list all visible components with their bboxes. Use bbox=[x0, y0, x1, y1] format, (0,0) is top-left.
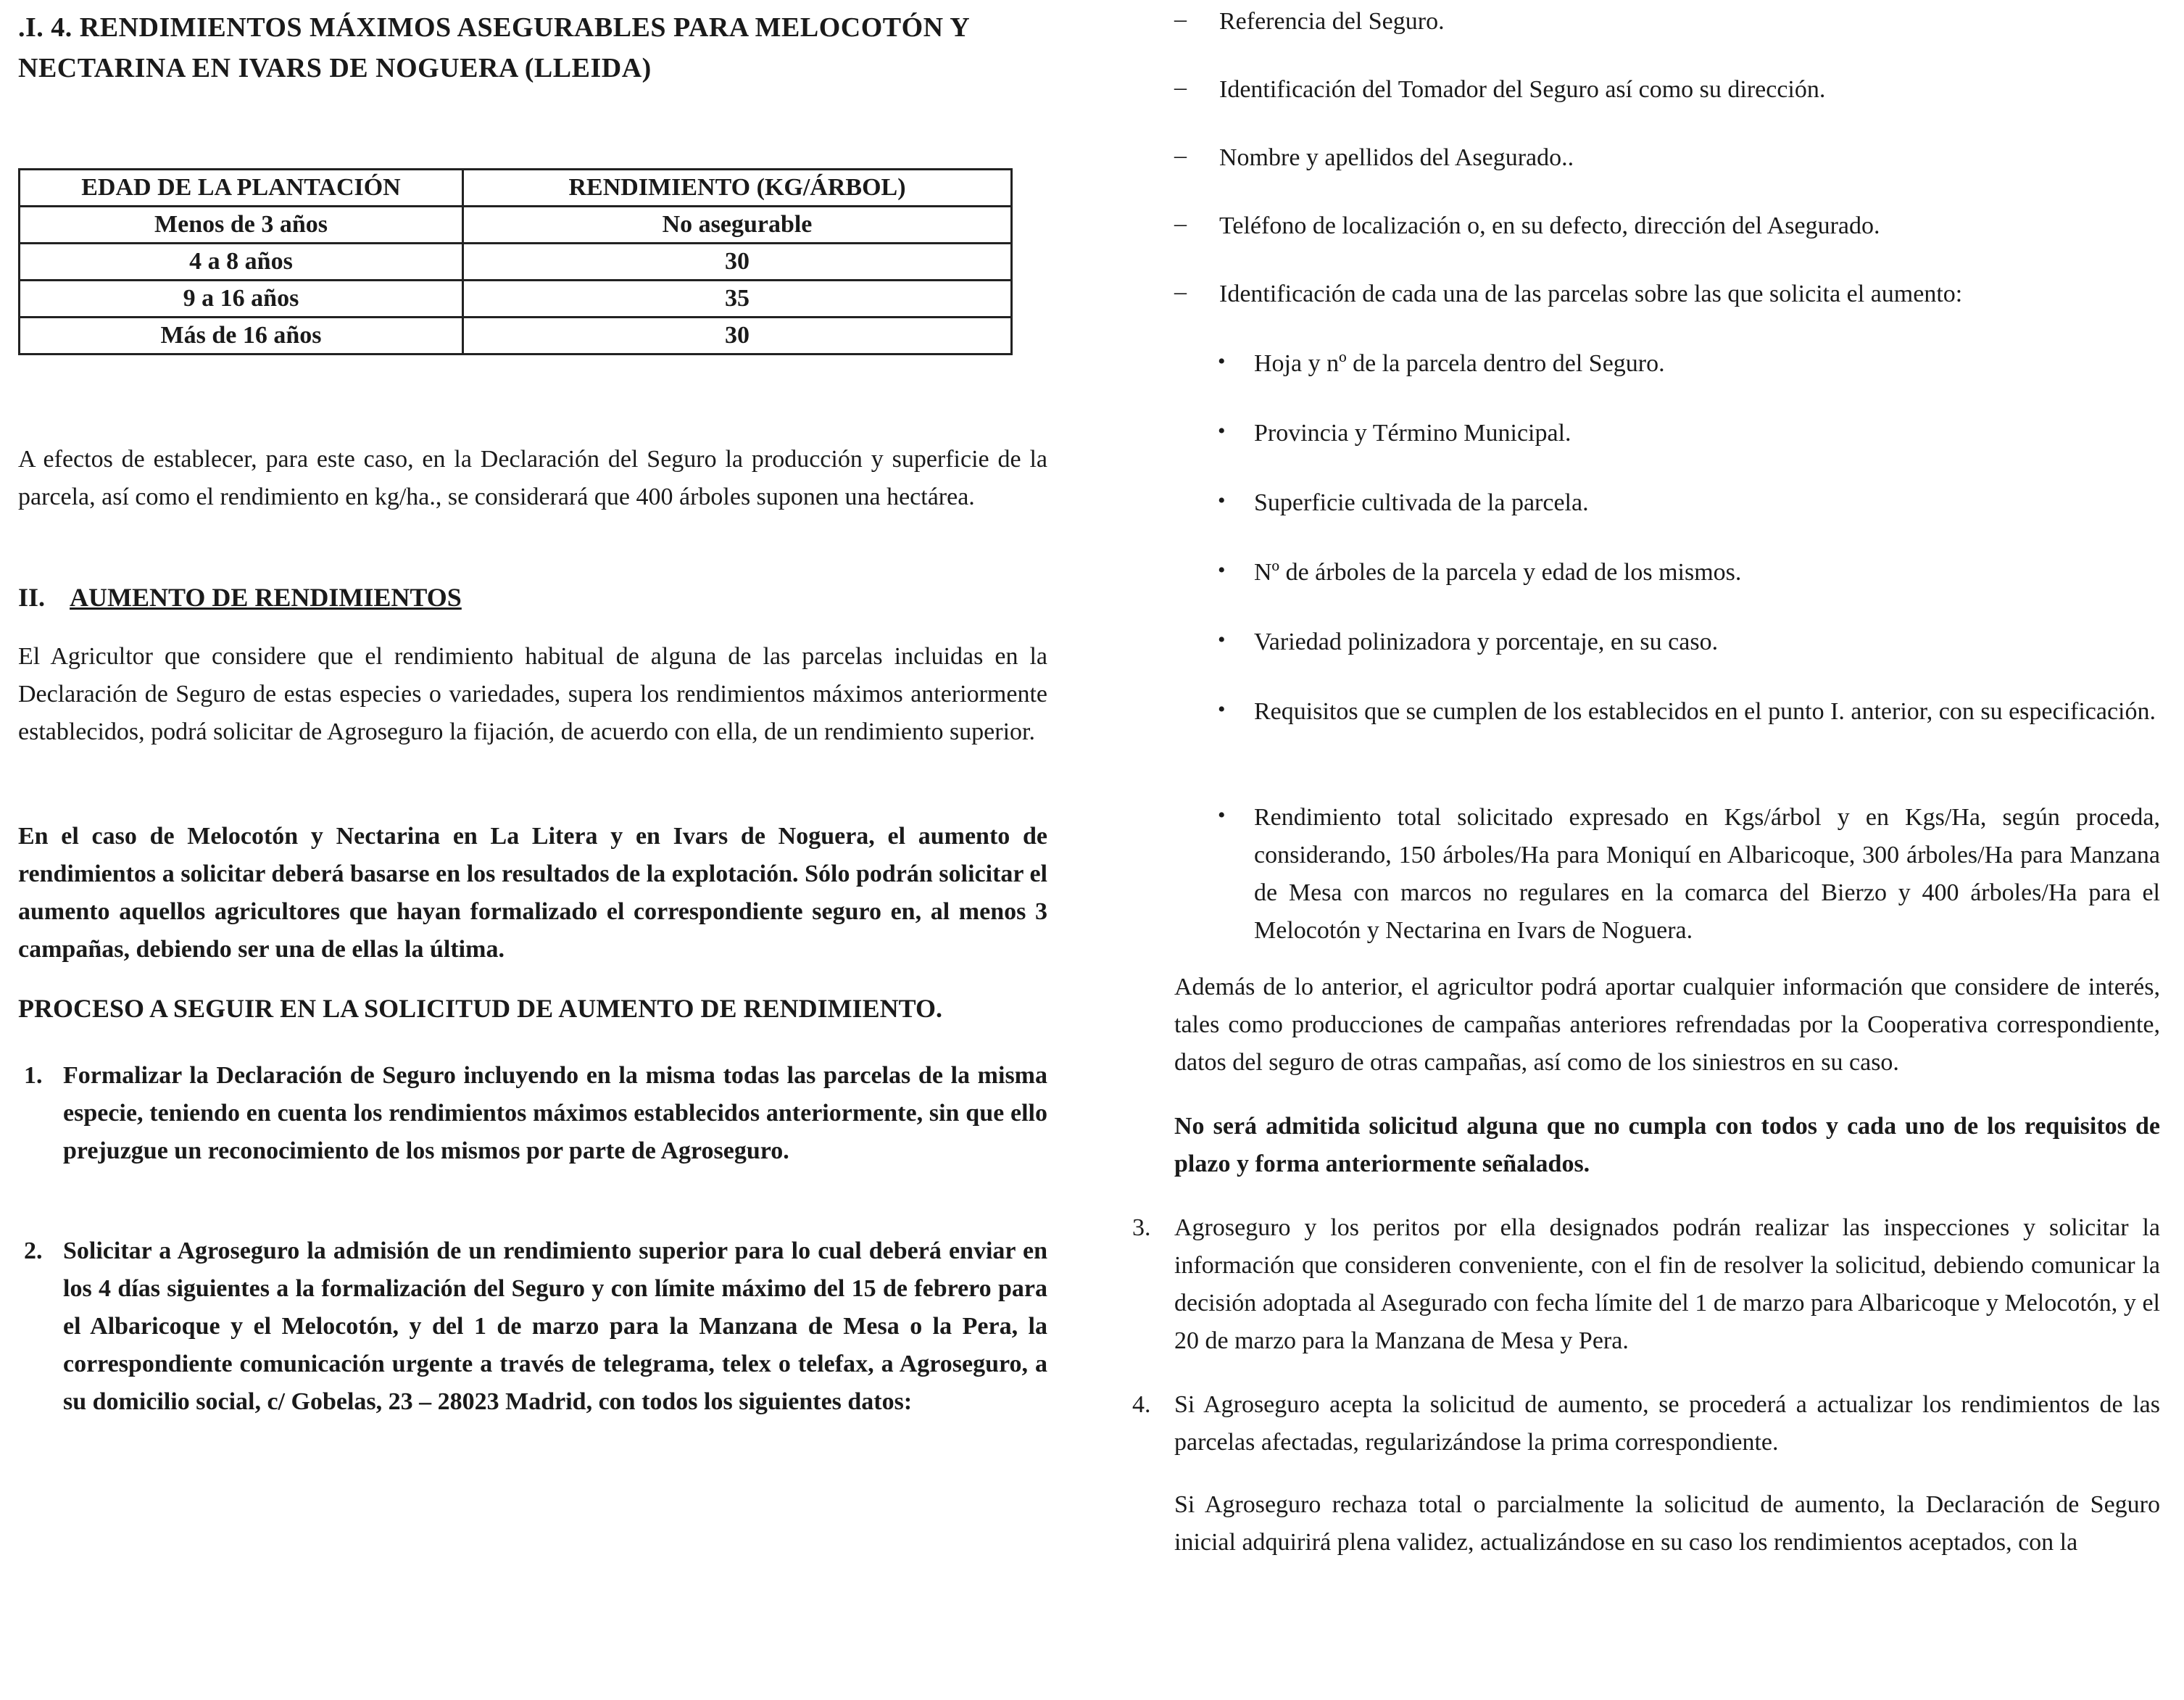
dash-marker: – bbox=[1174, 142, 1187, 169]
dash-item-text: Identificación de cada una de las parcelas sobre las que solicita el aumento: bbox=[1219, 281, 1963, 307]
bullet-marker: • bbox=[1218, 628, 1226, 652]
bullet-text: Superficie cultivada de la parcela. bbox=[1254, 489, 1589, 516]
section-title-line2: NECTARINA EN IVARS DE NOGUERA (LLEIDA) bbox=[18, 53, 652, 83]
dash-item-text: Referencia del Seguro. bbox=[1219, 8, 1445, 35]
list-number: 3. bbox=[1132, 1214, 1151, 1241]
bullet-text: Provincia y Término Municipal. bbox=[1254, 420, 1571, 447]
section-title-line1: .I. 4. RENDIMIENTOS MÁXIMOS ASEGURABLES PARA MELOCOTÓN Y bbox=[18, 12, 971, 43]
table-cell-yield: No asegurable bbox=[463, 207, 1012, 244]
bullet-marker: • bbox=[1218, 803, 1226, 827]
bullet-text: Nº de árboles de la parcela y edad de los mismos. bbox=[1254, 559, 1742, 586]
dash-item-text: Identificación del Tomador del Seguro así como su dirección. bbox=[1219, 76, 1826, 103]
bullet-marker: • bbox=[1218, 349, 1226, 373]
yield-table bbox=[18, 168, 1013, 355]
table-cell-age: Menos de 3 años bbox=[20, 207, 463, 244]
dash-item-text: Nombre y apellidos del Asegurado.. bbox=[1219, 144, 1574, 171]
list-item-1: Formalizar la Declaración de Seguro incluyendo en la misma todas las parcelas de la misma especie, teniendo en cuenta los rendimientos máximos establecidos anteriormente, sin que ello prejuzgue un reconocimiento de los mismos por parte de Agroseguro. bbox=[63, 1062, 1047, 1164]
table-header-age: EDAD DE LA PLANTACIÓN bbox=[20, 170, 463, 207]
list-number: 2. bbox=[24, 1237, 43, 1264]
list-item-4 bbox=[1132, 1386, 2160, 1461]
bullet-marker: • bbox=[1218, 489, 1226, 513]
list-number: 4. bbox=[1132, 1391, 1151, 1418]
bullet-marker: • bbox=[1218, 419, 1226, 443]
table-header-row bbox=[20, 170, 1012, 207]
list-item-4-text: Si Agroseguro acepta la solicitud de aumento, se procederá a actualizar los rendimientos de las parcelas afectadas, regularizándose la prima correspondiente. bbox=[1174, 1391, 2160, 1456]
paragraph-no-admitida: No será admitida solicitud alguna que no cumpla con todos y cada uno de los requisitos de plazo y forma anteriormente señalados. bbox=[1174, 1113, 2160, 1177]
table-row bbox=[20, 318, 1012, 354]
dash-marker: – bbox=[1174, 210, 1187, 237]
bullet-marker: • bbox=[1218, 558, 1226, 582]
paragraph-ademas: Además de lo anterior, el agricultor podrá aportar cualquier información que considere de interés, tales como producciones de campañas anteriores refrendadas por la Cooperativa correspondiente, datos del seguro de otras campañas, así como de los siniestros en su caso. bbox=[1174, 974, 2160, 1076]
table-cell-yield: 35 bbox=[463, 281, 1012, 318]
section-heading-2 bbox=[18, 582, 462, 613]
bullet-text: Variedad polinizadora y porcentaje, en su caso. bbox=[1254, 629, 1719, 655]
section-heading-text: AUMENTO DE RENDIMIENTOS bbox=[70, 583, 462, 612]
bullet-marker: • bbox=[1218, 697, 1226, 721]
bullet-text: Rendimiento total solicitado expresado en Kgs/árbol y en Kgs/Ha, según proceda, considerando, 150 árboles/Ha para Moniquí en Albaricoque, 300 árboles/Ha para Manzana de Mesa con marcos no regulares en la comarca del Bierzo y 400 árboles/Ha para el Melocotón y Nectarina en Ivars de Noguera. bbox=[1254, 804, 2160, 944]
section-number: II. bbox=[18, 583, 46, 612]
table-row bbox=[20, 281, 1012, 318]
table-cell-yield: 30 bbox=[463, 244, 1012, 281]
paragraph-melocoton: En el caso de Melocotón y Nectarina en La Litera y en Ivars de Noguera, el aumento de rendimientos a solicitar deberá basarse en los resultados de la explotación. Sólo podrán solicitar el aumento aquellos agricultores que hayan formalizado el correspondiente seguro en, al menos 3 campañas, debiendo ser una de ellas la última. bbox=[18, 823, 1047, 963]
list-item-3-text: Agroseguro y los peritos por ella designados podrán realizar las inspecciones y solicitar la información que consideren conveniente, con el fin de resolver la solicitud, debiendo comunicar la decisión adoptada al Asegurado con fecha límite del 1 de marzo para Albaricoque y Melocotón, y el 20 de marzo para la Manzana de Mesa y Pera. bbox=[1174, 1214, 2160, 1354]
dash-item-text: Teléfono de localización o, en su defecto, dirección del Asegurado. bbox=[1219, 212, 1880, 239]
list-item-3 bbox=[1132, 1209, 2160, 1360]
table-row bbox=[20, 244, 1012, 281]
table-cell-age: Más de 16 años bbox=[20, 318, 463, 354]
paragraph-hectare: A efectos de establecer, para este caso, en la Declaración del Seguro la producción y superficie de la parcela, así como el rendimiento en kg/ha., se considerará que 400 árboles suponen una hectárea. bbox=[18, 446, 1047, 510]
process-heading: PROCESO A SEGUIR EN LA SOLICITUD DE AUMENTO DE RENDIMIENTO. bbox=[18, 994, 942, 1023]
list-number: 1. bbox=[24, 1062, 43, 1089]
table-cell-age: 4 a 8 años bbox=[20, 244, 463, 281]
bullet-text: Hoja y nº de la parcela dentro del Seguro. bbox=[1254, 350, 1665, 377]
table-cell-age: 9 a 16 años bbox=[20, 281, 463, 318]
table-header-yield: RENDIMIENTO (KG/ÁRBOL) bbox=[463, 170, 1012, 207]
list-item-2: Solicitar a Agroseguro la admisión de un rendimiento superior para lo cual deberá enviar en los 4 días siguientes a la formalización del Seguro y con límite máximo del 15 de febrero para el Albaricoque y el Melocotón, y del 1 de marzo para la Manzana de Mesa o la Pera, la correspondiente comunicación urgente a través de telegrama, telex o telefax, a Agroseguro, a su domicilio social, c/ Gobelas, 23 – 28023 Madrid, con todos los siguientes datos: bbox=[63, 1237, 1047, 1415]
bullet-text: Requisitos que se cumplen de los establecidos en el punto I. anterior, con su especificación. bbox=[1254, 698, 2156, 725]
table-row bbox=[20, 207, 1012, 244]
dash-marker: – bbox=[1174, 278, 1187, 305]
dash-marker: – bbox=[1174, 6, 1187, 33]
paragraph-agricultor: El Agricultor que considere que el rendimiento habitual de alguna de las parcelas incluidas en la Declaración de Seguro de estas especies o variedades, supera los rendimientos máximos anteriormente establecidos, podrá solicitar de Agroseguro la fijación, de acuerdo con ella, de un rendimiento superior. bbox=[18, 643, 1047, 745]
paragraph-rechaza: Si Agroseguro rechaza total o parcialmente la solicitud de aumento, la Declaración de Seguro inicial adquirirá plena validez, actualizándose en su caso los rendimientos aceptados, con la bbox=[1174, 1491, 2160, 1556]
section-title bbox=[18, 7, 970, 88]
dash-marker: – bbox=[1174, 74, 1187, 101]
table-cell-yield: 30 bbox=[463, 318, 1012, 354]
